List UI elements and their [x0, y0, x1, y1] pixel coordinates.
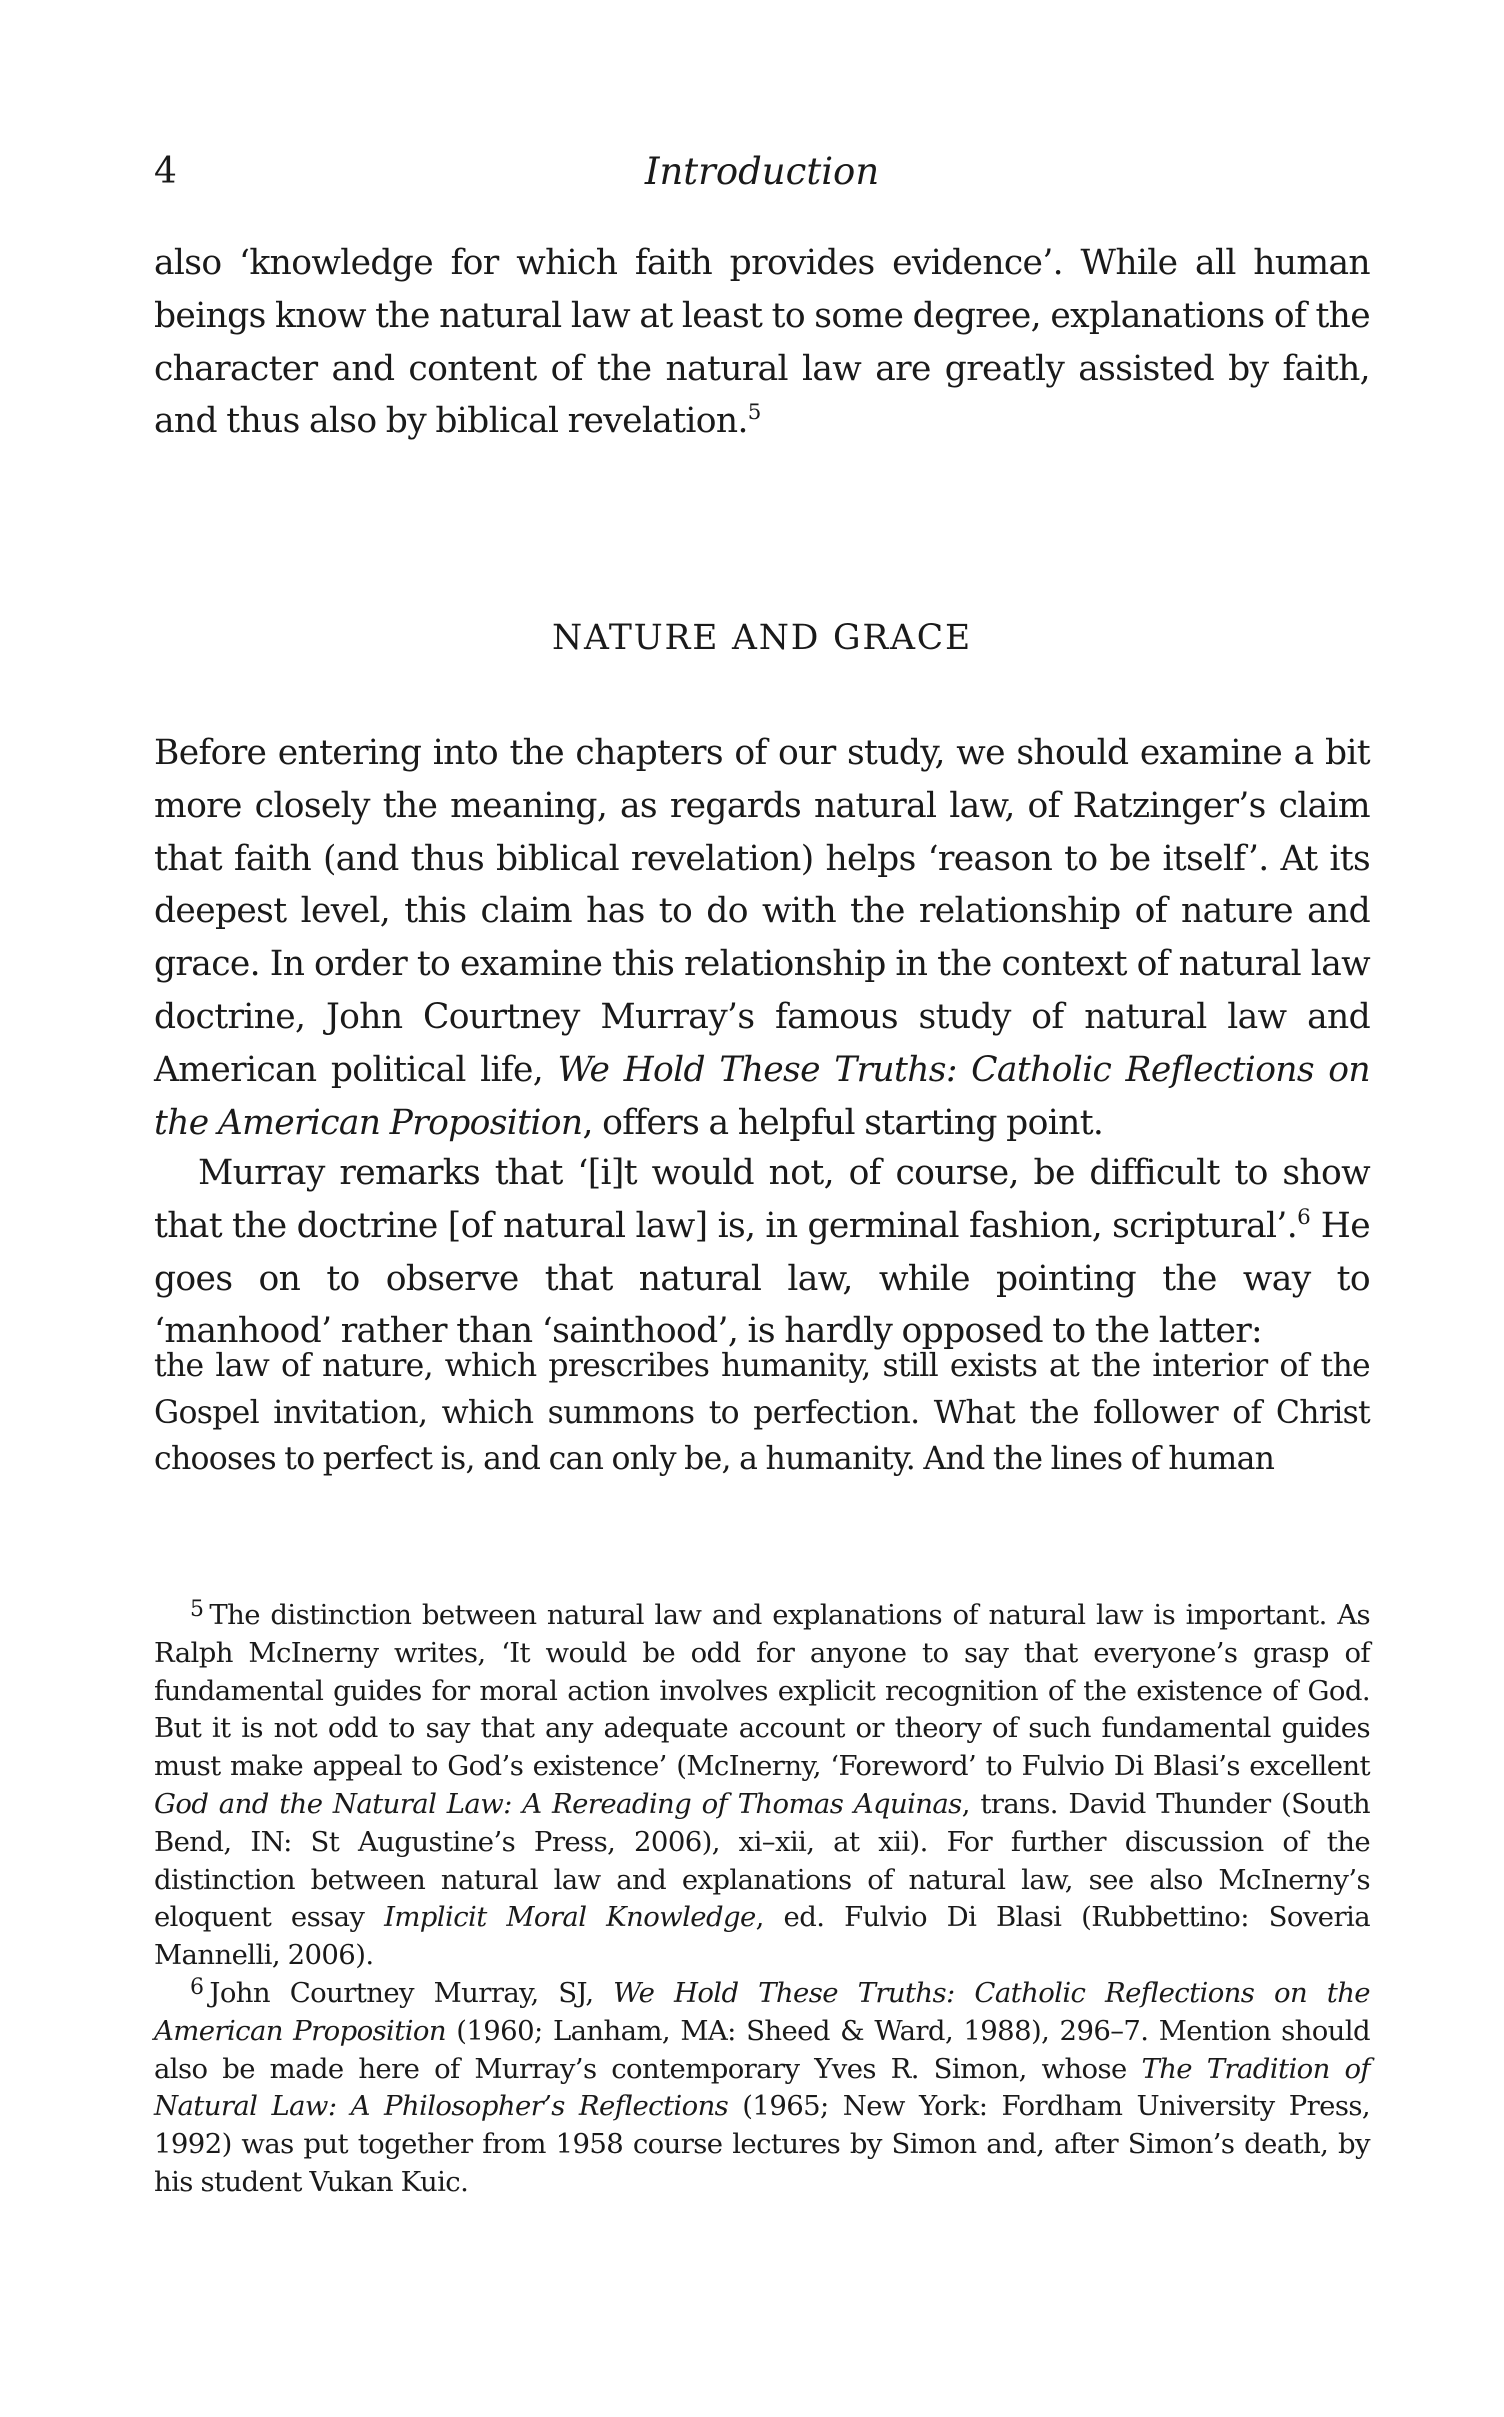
footnote-text: , trans. David Thunder (South Bend, IN: St Augustine’s Press, 2006), xi–xii, at xii). For further discussion of the distinction between natural law and explanations of natural law, see also McInerny’s eloquent essay [154, 1787, 1370, 1934]
paragraph-2-text-a: Before entering into the chapters of our study, we should examine a bit more closely the meaning, as regards natural law, of Ratzinger’s claim that faith (and thus biblical revelation) helps ‘reason to be itself’. At its deepest level, this claim has to do with the relationship of nature and grace. In order to examine this relationship in the context of natural law doctrine, John Courtney Murray’s famous study of natural law and American political life, [154, 733, 1370, 1090]
paragraph-3-text-b: He goes on to observe that natural law, while pointing the way to ‘manhood’ rather than ‘sainthood’, is hardly opposed to the latter: [154, 1205, 1370, 1352]
footnote-6 [154, 1975, 1370, 2202]
section-heading: NATURE AND GRACE [552, 618, 972, 658]
page-number: 4 [154, 151, 177, 192]
block-quote: the law of nature, which prescribes humanity, still exists at the interior of the Gospel invitation, which summons to perfection. What the follower of Christ chooses to perfect is, and can only be, a humanity. And the lines of human [154, 1348, 1370, 1478]
footnote-book-title: The Tradition of Natural Law: A Philosopher’s Reflections [154, 2052, 1370, 2123]
running-head: Introduction [644, 150, 880, 193]
footnote-ref-6[interactable]: 6 [1297, 1204, 1311, 1230]
footnote-number: 5 [190, 1597, 204, 1623]
footnote-text: John Courtney Murray, SJ, [209, 1976, 614, 2009]
footnote-text: (1960; Lanham, MA: Sheed & Ward, 1988), 296–7. Mention should also be made here of Murray’s contemporary Yves R. Simon, whose [154, 2014, 1370, 2085]
footnote-ref-5[interactable]: 5 [747, 400, 762, 426]
footnote-text: (1965; New York: Fordham University Press, 1992) was put together from 1958 course lectures by Simon and, after Simon’s death, by his student Vukan Kuic. [154, 2090, 1370, 2198]
paragraph-1-text: also ‘knowledge for which faith provides evidence’. While all human beings know the natural law at least to some degree, explanations of the character and content of the natural law are greatly assisted by faith, and thus also by biblical revelation. [154, 243, 1370, 442]
footnote-5 [154, 1597, 1370, 1975]
footnotes [154, 1597, 1370, 2202]
footnote-book-title: We Hold These Truths: Catholic Reflections on the American Proposition [154, 1976, 1370, 2047]
footnote-book-title: God and the Natural Law: A Rereading of Thomas Aquinas [154, 1787, 962, 1820]
paragraph-3-text-a: Murray remarks that ‘[i]t would not, of course, be difficult to show that the doctrine [of natural law] is, in germinal fashion, scriptural’. [154, 1153, 1370, 1246]
paragraph-3 [154, 1147, 1370, 1358]
paragraph-2-text-b: , offers a helpful starting point. [582, 1102, 1104, 1143]
paragraph-2 [154, 727, 1370, 1149]
footnote-number: 6 [190, 1975, 204, 2001]
page-header [154, 145, 1370, 199]
paragraph-1 [154, 237, 1370, 448]
footnote-book-title: Implicit Moral Knowledge [384, 1901, 756, 1934]
footnote-text: , ed. Fulvio Di Blasi (Rubbettino: Soveria Mannelli, 2006). [154, 1901, 1370, 1972]
footnote-text: The distinction between natural law and explanations of natural law is important. As Ralph McInerny writes, ‘It would be odd for anyone to say that everyone’s grasp of fundamental guides for moral action involves explicit recognition of the existence of God. But it is not odd to say that any adequate account or theory of such fundamental guides must make appeal to God’s existence’ (McInerny, ‘Foreword’ to Fulvio Di Blasi’s excellent [154, 1599, 1370, 1783]
book-title-we-hold-these-truths: We Hold These Truths: Catholic Reflections on the American Proposition [154, 1049, 1370, 1143]
